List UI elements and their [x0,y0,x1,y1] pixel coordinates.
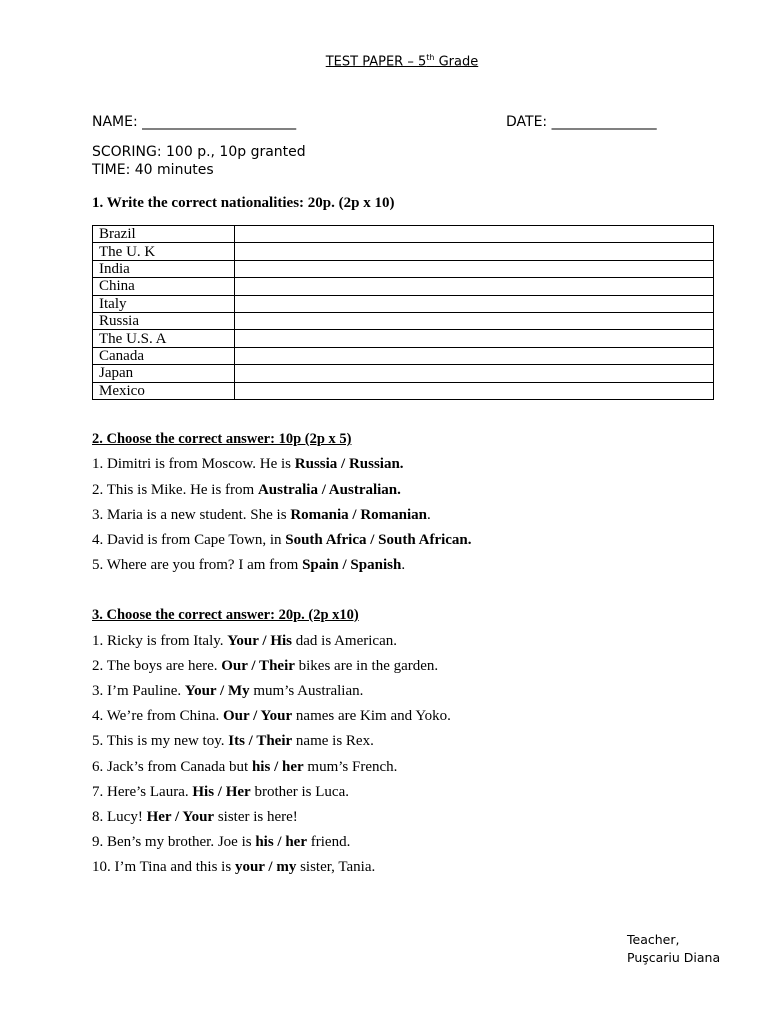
answer-cell [235,365,714,382]
country-cell: India [93,260,235,277]
country-cell: Canada [93,347,235,364]
answer-cell [235,312,714,329]
question-item: 2. This is Mike. He is from Australia / Australian. [92,482,401,498]
time-info: TIME: 40 minutes [92,162,214,178]
question-item: 4. We’re from China. Our / Your names are Kim and Yoko. [92,708,451,724]
table-row [93,260,714,277]
signature-role: Teacher, [627,932,680,947]
country-cell: China [93,278,235,295]
table-row [93,312,714,329]
section1-heading: 1. Write the correct nationalities: 20p. (2p x 10) [92,195,395,211]
question-item: 3. I’m Pauline. Your / My mum’s Australian. [92,683,364,699]
table-row [93,243,714,260]
answer-cell [235,382,714,399]
answer-cell [235,226,714,243]
question-item: 5. Where are you from? I am from Spain / Spanish. [92,557,406,573]
nationalities-table [92,225,714,400]
table-row [93,278,714,295]
question-item: 8. Lucy! Her / Your sister is here! [92,809,298,825]
country-cell: Brazil [93,226,235,243]
country-cell: The U.S. A [93,330,235,347]
question-item: 10. I’m Tina and this is your / my sister, Tania. [92,859,376,875]
question-item: 5. This is my new toy. Its / Their name is Rex. [92,733,374,749]
teacher-name: Puşcariu Diana [627,950,721,965]
table-row [93,330,714,347]
answer-cell [235,260,714,277]
answer-cell [235,295,714,312]
country-cell: Mexico [93,382,235,399]
country-cell: The U. K [93,243,235,260]
section2-heading: 2. Choose the correct answer: 10p (2p x 5) [92,431,352,447]
answer-cell [235,347,714,364]
answer-cell [235,278,714,295]
name-field-line: NAME: ______________________ [92,114,297,130]
answer-cell [235,243,714,260]
table-row [93,382,714,399]
date-field-line: DATE: _______________ [506,114,657,130]
question-item: 4. David is from Cape Town, in South Africa / South African. [92,532,472,548]
country-cell: Italy [93,295,235,312]
teacher-signature [627,931,720,967]
question-item: 6. Jack’s from Canada but his / her mum’s French. [92,759,398,775]
question-item: 1. Dimitri is from Moscow. He is Russia / Russian. [92,456,404,472]
question-item: 3. Maria is a new student. She is Romania / Romanian. [92,507,431,523]
table-row [93,365,714,382]
table-row [93,226,714,243]
document-title: TEST PAPER – 5th Grade [325,53,479,70]
country-cell: Japan [93,365,235,382]
question-item: 1. Ricky is from Italy. Your / His dad is American. [92,633,397,649]
question-item: 2. The boys are here. Our / Their bikes are in the garden. [92,658,439,674]
table-row [93,295,714,312]
table-row [93,347,714,364]
country-cell: Russia [93,312,235,329]
scoring-info: SCORING: 100 p., 10p granted [92,144,306,160]
answer-cell [235,330,714,347]
question-item: 9. Ben’s my brother. Joe is his / her friend. [92,834,351,850]
question-item: 7. Here’s Laura. His / Her brother is Luca. [92,784,350,800]
section3-heading: 3. Choose the correct answer: 20p. (2p x10) [92,607,359,623]
